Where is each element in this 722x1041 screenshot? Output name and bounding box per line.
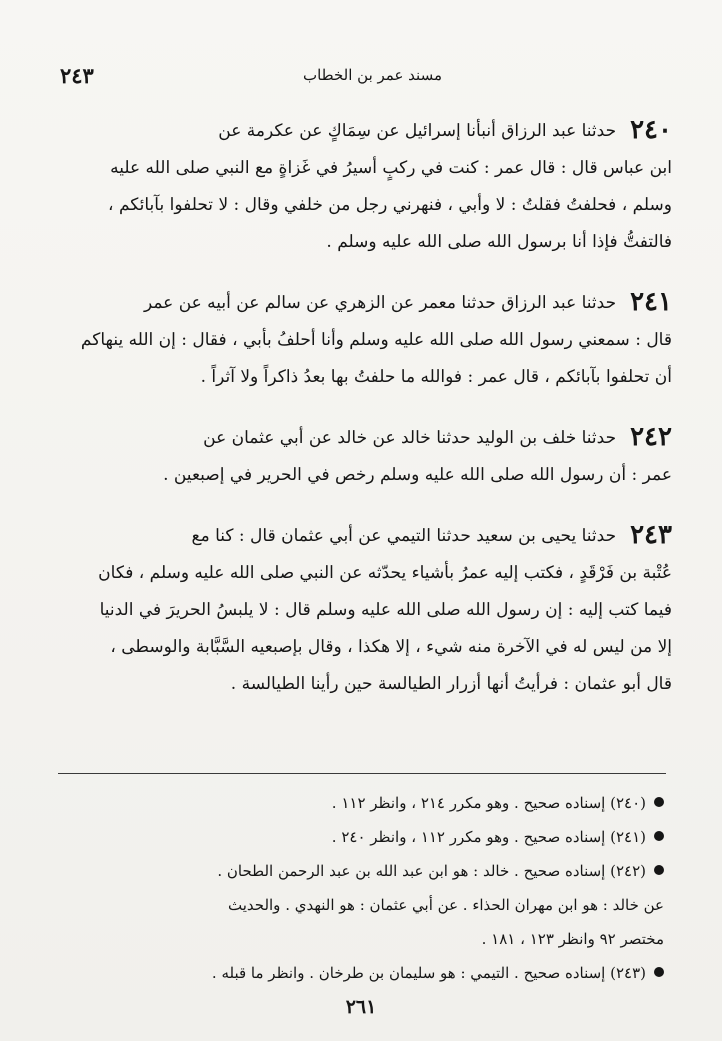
hadith-line: إلا من ليس له في الآخرة منه شيء ، إلا هكذا ، وقال بإصبعيه السَّبَّابة والوسطى ، <box>110 637 672 657</box>
bullet-icon <box>654 967 664 977</box>
bullet-icon <box>654 865 664 875</box>
running-header <box>60 60 662 90</box>
hadith-number: ٢٤٠ <box>630 115 672 145</box>
footnote-text: (٢٤٢) إسناده صحيح . خالد : هو ابن عبد الله بن عبد الرحمن الطحان . <box>217 862 646 880</box>
hadith-line: قال أبو عثمان : فرأيتُ أنها أزرار الطيالسة حين رأينا الطيالسة . <box>230 674 672 694</box>
footnote-text: (٢٤٠) إسناده صحيح . وهو مكرر ٢١٤ ، وانظر ١١٢ . <box>331 794 646 812</box>
hadith-number: ٢٤٣ <box>630 520 672 550</box>
hadith-243 <box>58 517 672 703</box>
footnote-241 <box>58 820 664 854</box>
bullet-icon <box>654 797 664 807</box>
hadith-line <box>58 112 672 150</box>
hadith-text: حدثنا يحيى بن سعيد حدثنا التيمي عن أبي عثمان قال : كنا مع <box>191 526 617 546</box>
hadith-text: حدثنا عبد الرزاق أنبأنا إسرائيل عن سِمَاكٍ عن عكرمة عن <box>218 121 617 141</box>
footnote-240 <box>58 786 664 820</box>
bullet-icon <box>654 831 664 841</box>
footnote-divider <box>58 773 666 774</box>
hadith-number: ٢٤١ <box>630 287 672 317</box>
footnotes <box>58 786 664 990</box>
hadith-241 <box>58 284 672 396</box>
hadith-line: ابن عباس قال : قال عمر : كنت في ركبٍ أسيرُ في غَزاةٍ مع النبي صلى الله عليه <box>110 158 672 178</box>
hadith-line <box>58 517 672 555</box>
hadith-text: حدثنا عبد الرزاق حدثنا معمر عن الزهري عن سالم عن أبيه عن عمر <box>143 293 617 313</box>
main-text <box>58 112 672 726</box>
footer-page-number: ٢٦١ <box>345 996 377 1018</box>
hadith-240 <box>58 112 672 261</box>
footnote-243 <box>58 956 664 990</box>
hadith-line <box>58 419 672 457</box>
header-page-number: ٢٤٣ <box>60 62 94 88</box>
footnote-242 <box>58 854 664 956</box>
footnote-text: عن خالد : هو ابن مهران الحذاء . عن أبي عثمان : هو النهدي . والحديث <box>227 896 664 914</box>
footnote-text: (٢٤٣) إسناده صحيح . التيمي : هو سليمان بن طرخان . وانظر ما قبله . <box>211 964 646 982</box>
hadith-242 <box>58 419 672 494</box>
hadith-line: أن تحلفوا بآبائكم ، قال عمر : فوالله ما حلفتُ بها بعدُ ذاكراً ولا آثراً . <box>200 367 672 387</box>
hadith-number: ٢٤٢ <box>630 422 672 452</box>
footnote-text: مختصر ٩٢ وانظر ١٢٣ ، ١٨١ . <box>481 930 664 948</box>
header-title: مسند عمر بن الخطاب <box>302 66 442 84</box>
hadith-line: فيما كتب إليه : إن رسول الله صلى الله عليه وسلم قال : لا يلبسُ الحريرَ في الدنيا <box>99 600 672 620</box>
hadith-line: عمر : أن رسول الله صلى الله عليه وسلم رخص في الحرير في إصبعين . <box>163 465 672 485</box>
hadith-line: فالتفتُّ فإذا أنا برسول الله صلى الله عليه وسلم . <box>326 232 672 252</box>
hadith-line: عُتْبة بن فَرْقَدٍ ، فكتب إليه عمرُ بأشياء يحدّثه عن النبي صلى الله عليه وسلم ، فكان <box>98 563 672 583</box>
hadith-line <box>58 284 672 322</box>
hadith-line: وسلم ، فحلفتُ فقلتُ : لا وأبي ، فنهرني رجل من خلفي وقال : لا تحلفوا بآبائكم ، <box>108 195 672 215</box>
footnote-text: (٢٤١) إسناده صحيح . وهو مكرر ١١٢ ، وانظر ٢٤٠ . <box>331 828 646 846</box>
hadith-text: حدثنا خلف بن الوليد حدثنا خالد عن خالد عن أبي عثمان عن <box>203 428 617 448</box>
hadith-line: قال : سمعني رسول الله صلى الله عليه وسلم وأنا أحلفُ بأبي ، فقال : إن الله ينهاكم <box>80 330 672 350</box>
